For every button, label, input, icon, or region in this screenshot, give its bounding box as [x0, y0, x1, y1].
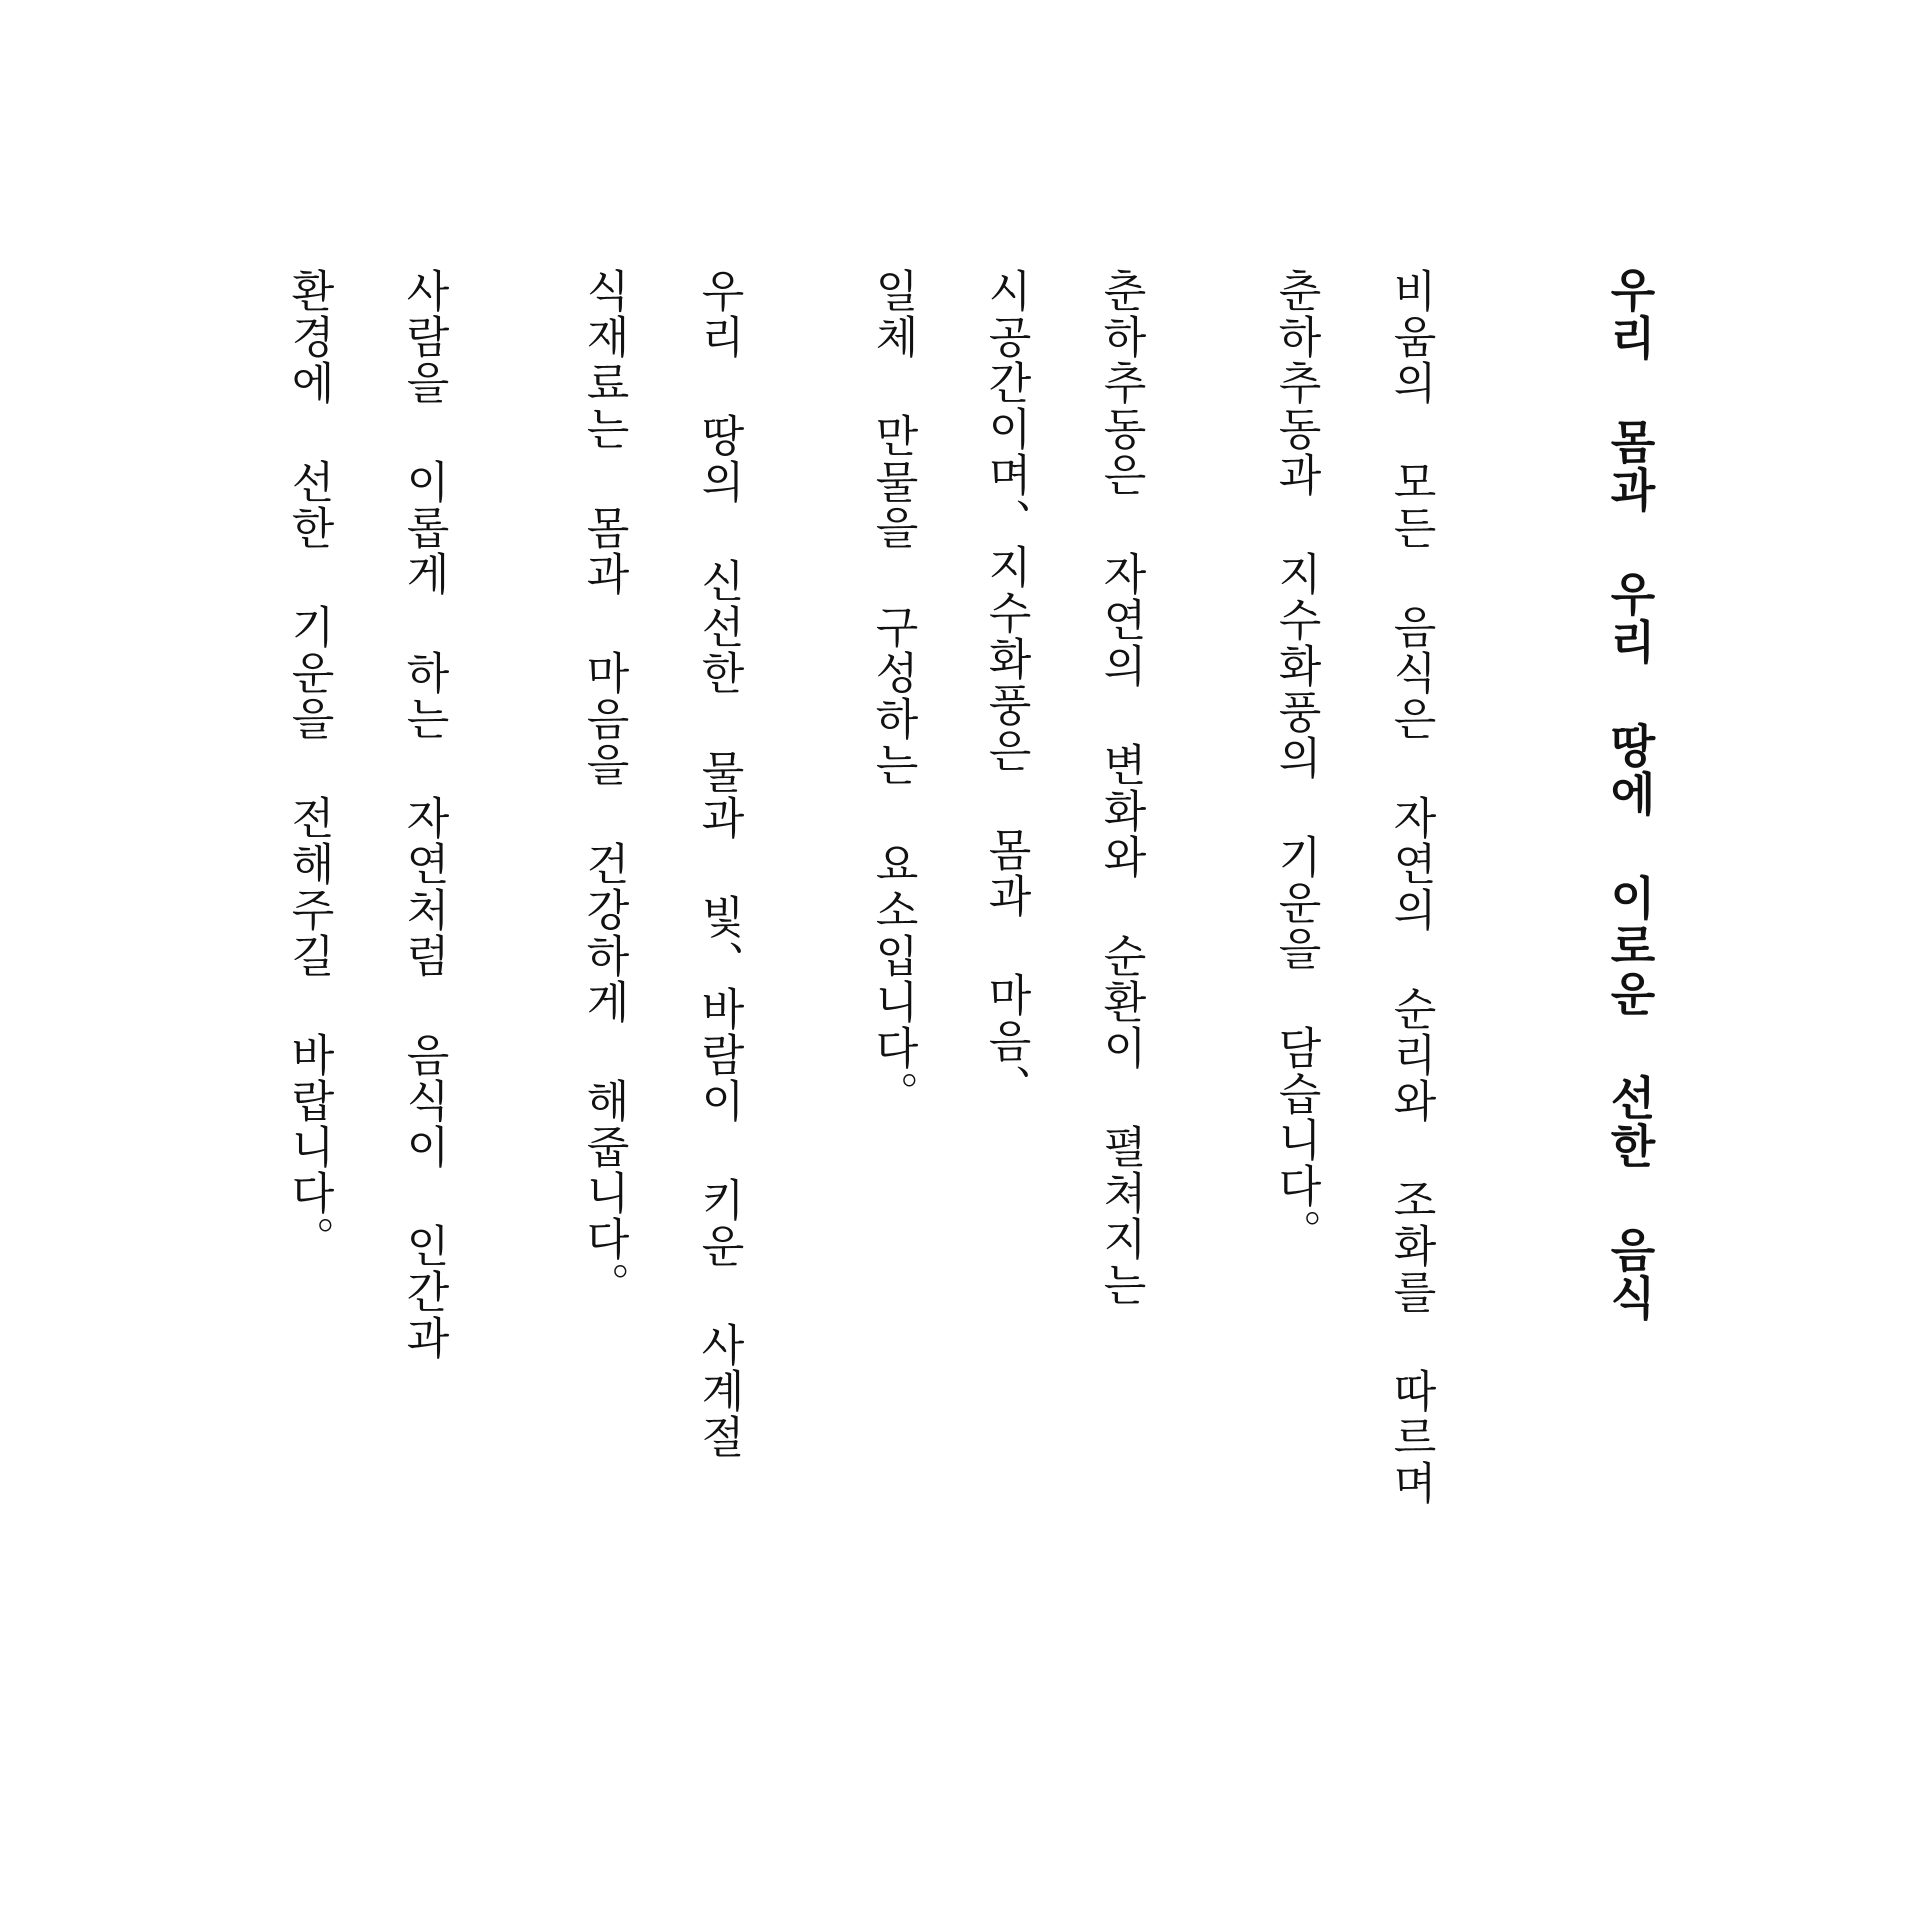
text-line-3: 춘하추동은 자연의 변화와 순환이 펼쳐지는	[1095, 268, 1146, 1308]
text-line-1: 비움의 모든 음식은 자연의 순리와 조화를 따르며	[1385, 268, 1436, 1506]
text-line-7: 식재료는 몸과 마음을 건강하게 해줍니다。	[578, 268, 629, 1308]
text-line-4: 시공간이며、지수화풍은 몸과 마음、	[980, 268, 1031, 1110]
text-line-2: 춘하추동과 지수화풍의 기운을 담습니다。	[1270, 268, 1321, 1255]
text-line-5: 일체 만물을 구성하는 요소입니다。	[867, 268, 918, 1117]
text-line-9: 환경에 선한 기운을 전해주길 바랍니다。	[283, 268, 334, 1262]
text-line-6: 우리 땅의 신선한 물과 빛、바람이 키운 사계절	[693, 268, 744, 1460]
text-line-8: 사람을 이롭게 하는 자연처럼 음식이 인간과	[398, 268, 449, 1361]
document-title: 우리 몸과 우리 땅에 이로운 선한 음식	[1603, 266, 1657, 1322]
